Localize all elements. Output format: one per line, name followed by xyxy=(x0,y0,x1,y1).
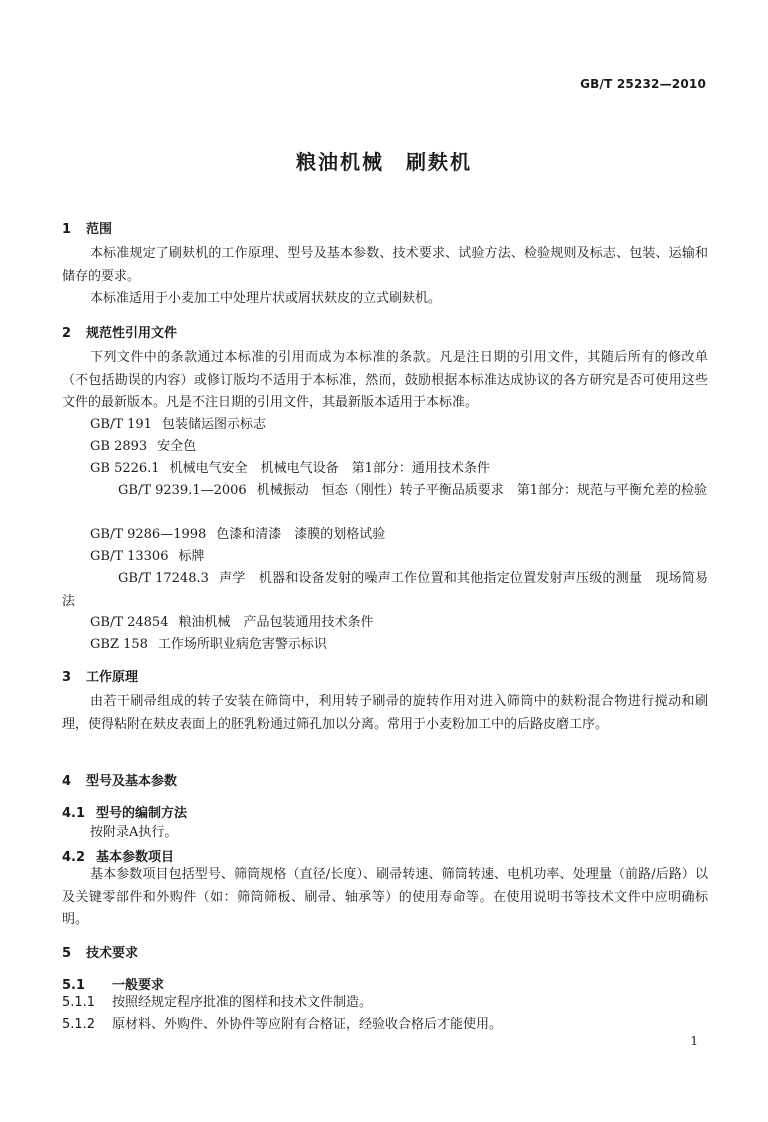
reference-code: GB 5226.1 xyxy=(90,461,160,476)
subsection-heading-4-1 xyxy=(62,802,187,821)
paragraph: 由若干刷帚组成的转子安装在筛筒中，利用转子刷帚的旋转作用对进入筛筒中的麸粉混合物进行搅动和刷理，使得粘附在麸皮表面上的胚乳粉通过筛孔加以分离。常用于小麦粉加工中的后路皮磨工序。 xyxy=(62,694,708,732)
reference-code: GB/T 191 xyxy=(90,417,152,432)
reference-item xyxy=(90,634,708,657)
reference-title: 包装储运图示标志 xyxy=(161,417,266,432)
reference-title: 机械振动 恒态（刚性）转子平衡品质要求 第1部分：规范与平衡允差的检验 xyxy=(256,483,707,498)
section-title: 工作原理 xyxy=(86,670,139,685)
paragraph: 本标准规定了刷麸机的工作原理、型号及基本参数、技术要求、试验方法、检验规则及标志、包装、运输和储存的要求。 xyxy=(62,246,708,284)
reference-item xyxy=(90,524,708,547)
clause-number: 5.1.1 xyxy=(62,995,96,1010)
document-title: 粮油机械 刷麸机 xyxy=(296,150,472,174)
reference-item xyxy=(90,436,708,459)
reference-item xyxy=(90,546,708,569)
clause-text: 原材料、外购件、外协件等应附有合格证，经验收合格后才能使用。 xyxy=(112,1017,503,1032)
section-heading-2 xyxy=(62,322,177,341)
reference-item xyxy=(62,480,708,503)
clause-text: 按照经规定程序批准的图样和技术文件制造。 xyxy=(112,995,373,1010)
paragraph: 本标准适用于小麦加工中处理片状或屑状麸皮的立式刷麸机。 xyxy=(90,291,442,306)
subsection-heading-4-2 xyxy=(62,846,174,865)
subsection-heading-5-1 xyxy=(62,974,164,993)
reference-item xyxy=(90,612,708,635)
clause-item xyxy=(62,992,708,1015)
section-number: 5 xyxy=(62,946,72,961)
section-title: 技术要求 xyxy=(86,946,139,961)
reference-code: GBZ 158 xyxy=(90,637,148,652)
reference-item xyxy=(90,414,708,437)
section-number: 3 xyxy=(62,670,72,685)
section-number: 4 xyxy=(62,774,72,789)
section-heading-5 xyxy=(62,942,138,961)
reference-code: GB/T 9286—1998 xyxy=(90,527,207,542)
reference-code: GB/T 17248.3 xyxy=(118,571,209,586)
reference-code: GB/T 9239.1—2006 xyxy=(118,483,247,498)
clause-number: 5.1.2 xyxy=(62,1017,96,1032)
reference-title: 机械电气安全 机械电气设备 第1部分：通用技术条件 xyxy=(169,461,490,476)
reference-code: GB/T 13306 xyxy=(90,549,169,564)
reference-code: GB 2893 xyxy=(90,439,148,454)
section-heading-1 xyxy=(62,218,112,237)
reference-title: 声学 机器和设备发射的噪声工作位置和其他指定位置发射声压级的测量 现场简易法 xyxy=(62,571,708,609)
section-number: 1 xyxy=(62,222,72,237)
page-number: 1 xyxy=(690,1034,698,1048)
reference-title: 安全色 xyxy=(157,439,197,454)
reference-item xyxy=(62,568,708,613)
section-heading-4 xyxy=(62,770,177,789)
subsection-number: 5.1 xyxy=(62,978,86,993)
subsection-number: 4.2 xyxy=(62,850,86,865)
section-title: 范围 xyxy=(86,222,113,237)
section-number: 2 xyxy=(62,326,72,341)
subsection-title: 基本参数项目 xyxy=(96,850,175,865)
section-heading-3 xyxy=(62,666,138,685)
standard-code: GB/T 25232—2010 xyxy=(580,77,706,91)
reference-code: GB/T 24854 xyxy=(90,615,169,630)
paragraph: 下列文件中的条款通过本标准的引用而成为本标准的条款。凡是注日期的引用文件，其随后所有的修改单（不包括勘误的内容）或修订版均不适用于本标准，然而，鼓励根据本标准达成协议的各方研究是否可使用这些文件的最新版本。凡是不注日期的引用文件，其最新版本适用于本标准。 xyxy=(62,350,708,410)
reference-item xyxy=(90,458,708,481)
section-title: 规范性引用文件 xyxy=(86,326,178,341)
subsection-title: 型号的编制方法 xyxy=(96,806,188,821)
section-title: 型号及基本参数 xyxy=(86,774,178,789)
reference-title: 工作场所职业病危害警示标识 xyxy=(157,637,327,652)
clause-item xyxy=(62,1014,708,1037)
reference-title: 标牌 xyxy=(178,549,205,564)
paragraph: 基本参数项目包括型号、筛筒规格（直径/长度）、刷帚转速、筛筒转速、电机功率、处理量（前路/后路）以及关键零部件和外购件（如：筛筒筛板、刷帚、轴承等）的使用寿命等。在使用说明书等技术文件中应明确标明。 xyxy=(62,867,708,927)
reference-title: 粮油机械 产品包装通用技术条件 xyxy=(178,615,374,630)
subsection-number: 4.1 xyxy=(62,806,86,821)
reference-title: 色漆和清漆 漆膜的划格试验 xyxy=(216,527,386,542)
subsection-title: 一般要求 xyxy=(112,978,165,993)
paragraph: 按附录A执行。 xyxy=(90,825,178,840)
